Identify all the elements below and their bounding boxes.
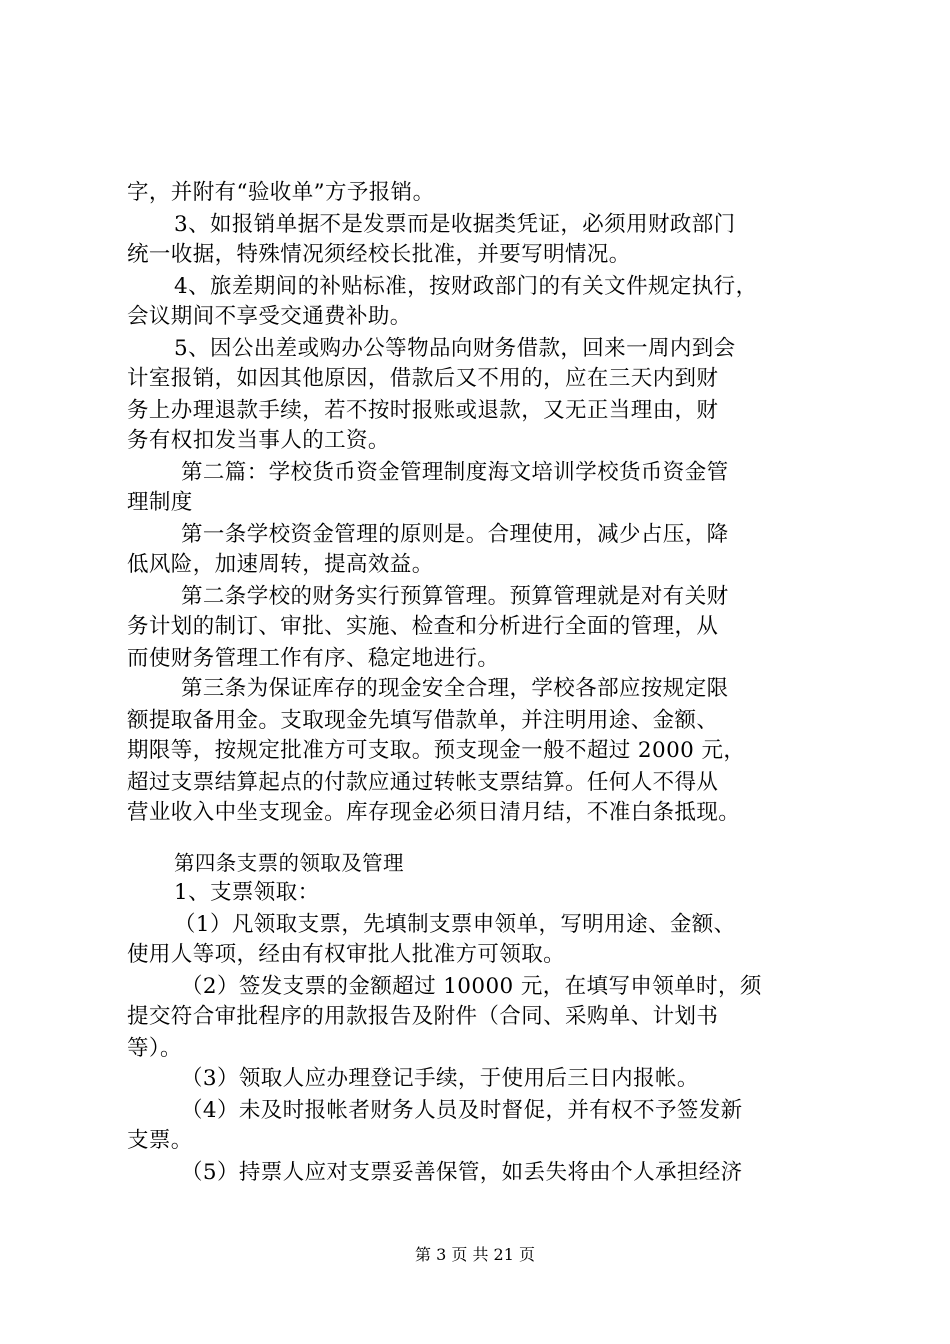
text-line: 务计划的制订、审批、实施、检查和分析进行全面的管理，从 [127, 614, 719, 639]
page-number-footer: 第 3 页 共 21 页 [415, 1245, 535, 1264]
text-line: 务上办理退款手续，若不按时报账或退款，又无正当理由，财 [127, 398, 719, 423]
text-line: 4、旅差期间的补贴标准，按财政部门的有关文件规定执行， [174, 274, 758, 299]
text-line: 支票。 [127, 1128, 193, 1153]
text-line: 使用人等项，经由有权审批人批准方可领取。 [127, 942, 566, 967]
text-line: （2）签发支票的金额超过 10000 元，在填写申领单时，须 [181, 974, 762, 999]
text-line: 低风险，加速周转，提高效益。 [127, 552, 434, 577]
text-line: 额提取备用金。支取现金先填写借款单，并注明用途、金额、 [127, 708, 719, 733]
text-line: 5、因公出差或购办公等物品向财务借款，回来一周内到会 [174, 336, 736, 361]
text-line: 期限等，按规定批准方可支取。预支现金一般不超过 2000 元， [127, 738, 746, 763]
text-line: 营业收入中坐支现金。库存现金必须日清月结，不准白条抵现。 [127, 800, 741, 825]
text-line: 会议期间不享受交通费补助。 [127, 304, 412, 329]
text-line: （5）持票人应对支票妥善保管，如丢失将由个人承担经济 [181, 1160, 743, 1185]
text-line: 超过支票结算起点的付款应通过转帐支票结算。任何人不得从 [127, 770, 719, 795]
text-line: 字，并附有“验收单”方予报销。 [127, 180, 435, 205]
text-line: 1、支票领取： [174, 880, 320, 905]
text-line: 统一收据，特殊情况须经校长批准，并要写明情况。 [127, 242, 631, 267]
text-line: 理制度 [127, 490, 193, 515]
text-line: 而使财务管理工作有序、稳定地进行。 [127, 646, 500, 671]
text-line: 提交符合审批程序的用款报告及附件（合同、采购单、计划书 [127, 1004, 719, 1029]
text-line: 第二条学校的财务实行预算管理。预算管理就是对有关财 [181, 584, 729, 609]
section-heading: 第四条支票的领取及管理 [174, 851, 404, 875]
text-line: 第一条学校资金管理的原则是。合理使用，减少占压，降 [181, 522, 729, 547]
text-line: 3、如报销单据不是发票而是收据类凭证，必须用财政部门 [174, 212, 736, 237]
text-line: 等）。 [127, 1036, 182, 1061]
text-line: 计室报销，如因其他原因，借款后又不用的，应在三天内到财 [127, 366, 719, 391]
text-line: （3）领取人应办理登记手续，于使用后三日内报帐。 [181, 1066, 699, 1091]
text-line: 第二篇：学校货币资金管理制度海文培训学校货币资金管 [181, 460, 729, 485]
text-line: （1）凡领取支票，先填制支票申领单，写明用途、金额、 [174, 912, 736, 937]
text-line: 第三条为保证库存的现金安全合理，学校各部应按规定限 [181, 676, 729, 701]
text-line: （4）未及时报帐者财务人员及时督促，并有权不予签发新 [181, 1098, 743, 1123]
text-line: 务有权扣发当事人的工资。 [127, 428, 390, 453]
